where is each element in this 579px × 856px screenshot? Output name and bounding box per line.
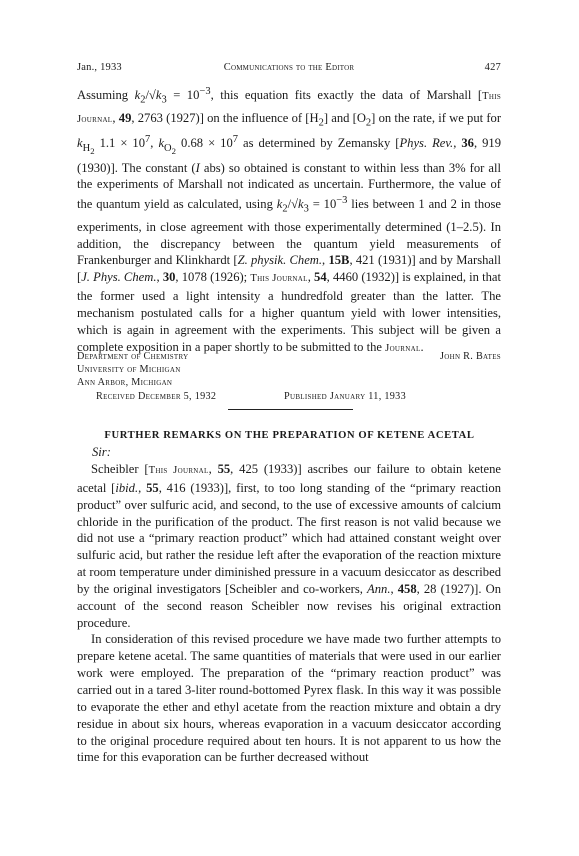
dates-line	[96, 391, 501, 402]
continued-paragraph: Assuming $k_2/√k_3 = 10^{-3}$, this equation fits exactly the data of Marshall [This Journal, 49, 2763 (1927)] on the influence of $[H_2]$ and $[O_2]$ on the rate, if we put for $k_{H_2}$ $1.1 \times 10^7$, $k_{O_2}$ $0.68 \times 10^7$ as determined by Zemansky [Phys. Rev., 36, 919 (1930)]. The constant (I abs) so obtained is constant to within less than 3% for all the experiments of Marshall not indicated as uncertain. Furthermore, the value of the quantum yield as calculated, using $k_2/√k_3 = 10^{-3}$ lies between 1 and 2 in those experiments, in close agreement with those experimentally determined (1–2.5). In addition, the discrepancy between the quantum yield measurements of Frankenburger and Klinkhardt [Z. physik. Chem., 15B, 421 (1931)] and by Marshall [J. Phys. Chem., 30, 1078 (1926); This Journal, 54, 4460 (1932)] is explained, in that the former used a light intensity a hundredfold greater than the latter. The mechanism postulated calls for a higher quantum yield with lower intensities, which is again in agreement with the experiments. This subject will be given a complete exposition in a paper shortly to be submitted to the Journal.	[77, 86, 502, 354]
running-head-date: Jan., 1933	[77, 62, 122, 73]
published-date: Published January 11, 1933	[284, 391, 406, 402]
affiliation-university: University of Michigan	[77, 364, 181, 375]
letter-title: FURTHER REMARKS ON THE PREPARATION OF KETENE ACETAL	[104, 430, 475, 441]
section-divider	[228, 409, 353, 410]
paragraph-1: Scheibler [This Journal, 55, 425 (1933)] ascribes our failure to obtain ketene acetal [ibid., 55, 416 (1933)], first, to too long standing of the “primary reaction product” over sulfuric acid, and second, to the use of excessive amounts of calcium chloride in the purification of the product. The first reason is not valid because we did not use a “primary reaction product” which had attained constant weight over sulfuric acid, but rather the residue left after the evaporation of the reaction mixture at room temperature under diminished pressure in a vacuum desiccator as described by the original investigators [Scheibler and co-workers, Ann., 458, 28 (1927)]. On account of the second reason Scheibler now revises his original extraction procedure.	[77, 462, 502, 630]
new-letter-body	[77, 461, 501, 766]
received-date: Received December 5, 1932	[96, 391, 217, 402]
author-name: John R. Bates	[440, 351, 501, 362]
running-head	[77, 62, 501, 78]
page-number: 427	[484, 62, 501, 73]
affiliation-city: Ann Arbor, Michigan	[77, 377, 173, 388]
paragraph-2: In consideration of this revised procedure we have made two further attempts to prepare ketene acetal. The same quantities of materials that were used in our earlier work were employed. The preparation of the “primary reaction product” was carried out in a tared 3-liter round-bottomed Pyrex flask. In this way it was possible to evaporate the ether and ethyl acetate from the reaction mixture and obtain a dry residue in about six hours, whereas evaporation in a vacuum desiccator according to the original procedure required about ten hours. It is not apparent to us how the time for this evaporation can be further decreased without	[77, 632, 501, 765]
signature-line-1	[77, 351, 501, 362]
signature-line-3	[77, 377, 501, 388]
running-head-section: Communications to the Editor	[223, 62, 355, 73]
signature-line-2	[77, 364, 501, 375]
salutation: Sir:	[92, 445, 111, 459]
affiliation-department: Department of Chemistry	[77, 351, 189, 362]
continued-letter-body	[77, 84, 501, 358]
